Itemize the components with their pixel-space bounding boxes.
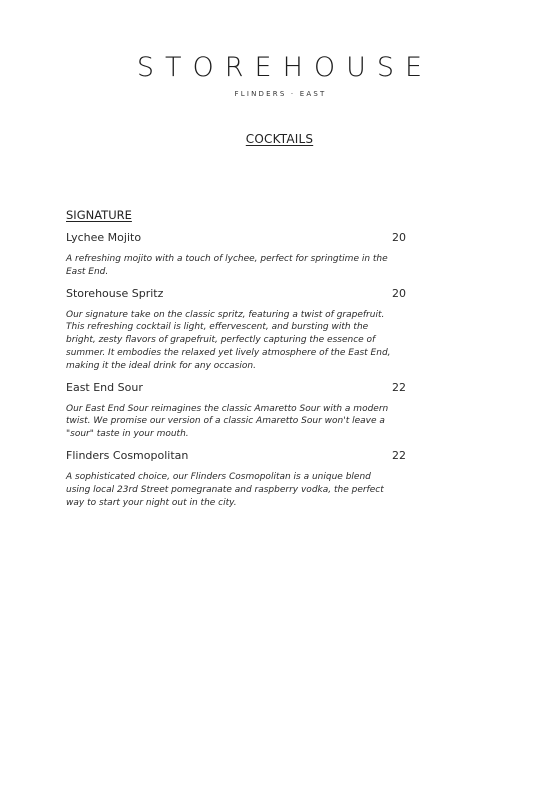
item-name: Storehouse Spritz: [66, 286, 164, 300]
item-description: A refreshing mojito with a touch of lychee, perfect for springtime in the East End.: [66, 254, 388, 277]
brand-location: FLINDERS · EAST: [234, 90, 327, 98]
item-description: Our East End Sour reimagines the classic Amaretto Sour with a modern twist. We promise our version of a classic Amaretto Sour won't leave a "sour" taste in your mouth.: [66, 403, 389, 440]
brand-header: [0, 52, 559, 99]
item-description: A sophisticated choice, our Flinders Cosmopolitan is a unique blend using local 23rd Street pomegranate and raspberry vodka, the perfect way to start your night out in the city.: [66, 471, 384, 508]
brand-logo: STOREHOUSE: [136, 52, 434, 83]
item-name: Flinders Cosmopolitan: [66, 448, 189, 462]
item-price: 22: [392, 380, 406, 394]
item-price: 22: [392, 448, 406, 462]
item-price: 20: [392, 286, 406, 300]
item-description: Our signature take on the classic spritz, featuring a twist of grapefruit. This refreshing cocktail is light, effervescent, and bursting with the bright, zesty flavors of grapefruit, perfectly capturing the essence of summer. It embodies the relaxed yet lively atmosphere of the East End, making it the ideal drink for any occasion.: [66, 309, 391, 371]
menu-item-storehouse-spritz: [66, 287, 412, 373]
item-name: Lychee Mojito: [66, 231, 142, 244]
section-title: SIGNATURE: [66, 208, 132, 222]
menu-item-flinders-cosmopolitan: [66, 449, 412, 509]
item-name: East End Sour: [66, 380, 143, 394]
page-title: COCKTAILS: [245, 132, 314, 146]
signature-section: [66, 208, 412, 517]
menu-item-lychee-mojito: [66, 231, 412, 279]
menu-item-east-end-sour: [66, 381, 412, 441]
item-price: 20: [392, 231, 406, 244]
